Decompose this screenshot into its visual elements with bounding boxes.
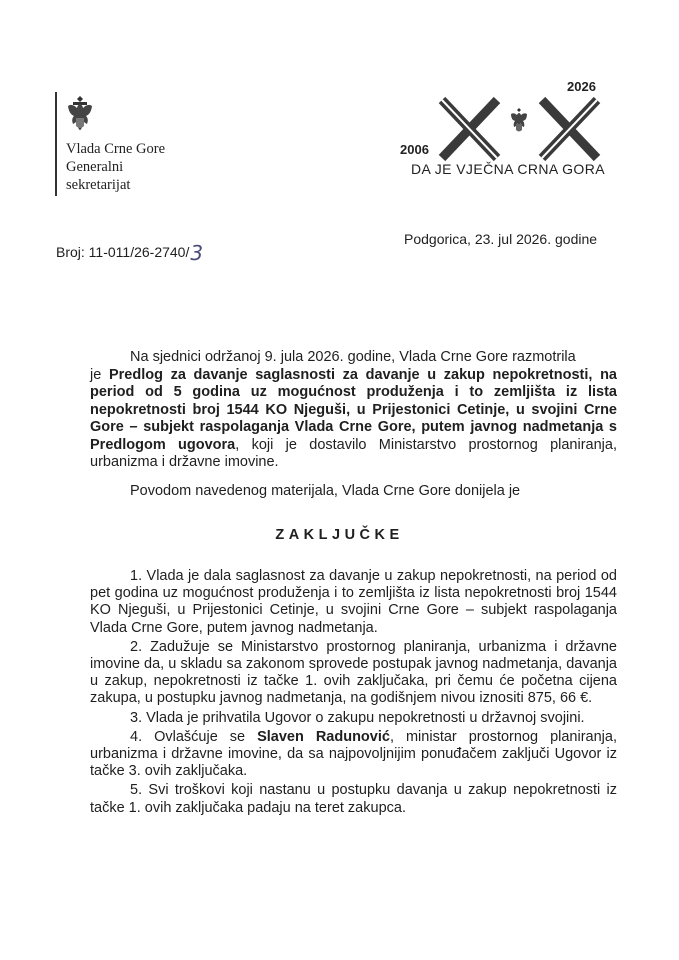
logo-slogan: DA JE VJEČNA CRNA GORA [411,161,605,177]
conclusion-item-3: 3. Vlada je prihvatila Ugovor o zakupu nepokretnosti u državnoj svojini. [130,709,585,726]
decision-intro: Povodom navedenog materijala, Vlada Crne Gore donijela je [130,483,521,499]
intro-first-line: Na sjednici održanoj 9. jula 2026. godine, Vlada Crne Gore razmotrila [130,349,576,365]
conclusion-item-4 [90,729,617,781]
conclusions-list [90,568,617,819]
section-title: ZAKLJUČKE [275,527,404,543]
handwritten-suffix: 3 [190,241,204,265]
item4-pre: 4. Ovlašćuje se [130,728,258,745]
org-line: Vlada Crne Gore [66,141,166,157]
reference-number-label: Broj: 11-011/26-2740/ [56,244,190,260]
minister-name: Slaven Radunović [257,728,390,745]
logo-year-start: 2006 [400,142,429,157]
intro-paragraph [90,349,617,472]
montenegro-coat-of-arms-icon [64,94,96,134]
proposal-title: Predlog za davanje saglasnosti za davanje u zakup nepokretnosti, na period od 5 godina uz mogućnost produženja i to zemljišta iz lista nepokretnosti broj 1544 KO Njeguši, u Prijestonici Cetinje, u svojini Crne Gore – subjekt raspolaganja Vlada Crne Gore, putem javnog nadmetanja s Predlogom ugovora [90,366,617,453]
org-line: Generalni [66,159,124,175]
item4-post: , ministar prostornog planiranja, urbanizma i državne imovine, da sa najpovoljnijim ponuđačem zaključi Ugovor iz tačke 3. ovih zaključaka. [90,728,617,780]
intro-tail: , koji je dostavilo Ministarstvo prostornog planiranja, urbanizma i državne imovine. [90,436,617,470]
conclusion-item-2: 2. Zadužuje se Ministarstvo prostornog planiranja, urbanizma i državne imovine da, u skladu sa zakonom sprovede postupak javnog nadmetanja, davanja u zakup, nepokretnosti iz tačke 1. ovih zaključaka, pri čemu će početna cijena zakupa, u postupku javnog nadmetanja, na godišnjem nivou iznositi 875, 66 €. [90,638,617,707]
logo-year-end: 2026 [567,79,596,94]
conclusion-item-1: 1. Vlada je dala saglasnost za davanje u zakup nepokretnosti, na period od pet godina uz mogućnost produženja i to zemljišta iz lista nepokretnosti broj 1544 KO Njeguši, u Prijestonici Cetinje, u svojini Crne Gore – subjekt raspolaganja Vlada Crne Gore, putem javnog nadmetanja. [90,568,617,636]
reference-number [56,238,204,265]
intro-lead: je [90,366,109,383]
document-date: Podgorica, 23. jul 2026. godine [404,231,598,247]
conclusion-item-5: 5. Svi troškovi koji nastanu u postupku davanja u zakup nepokretnosti iz tačke 1. ovih zaključaka padaju na teret zakupca. [90,782,617,816]
intro-continuation [90,367,617,472]
organisation-name [66,140,165,194]
org-line: sekretarijat [66,177,131,193]
header-divider [55,92,57,196]
